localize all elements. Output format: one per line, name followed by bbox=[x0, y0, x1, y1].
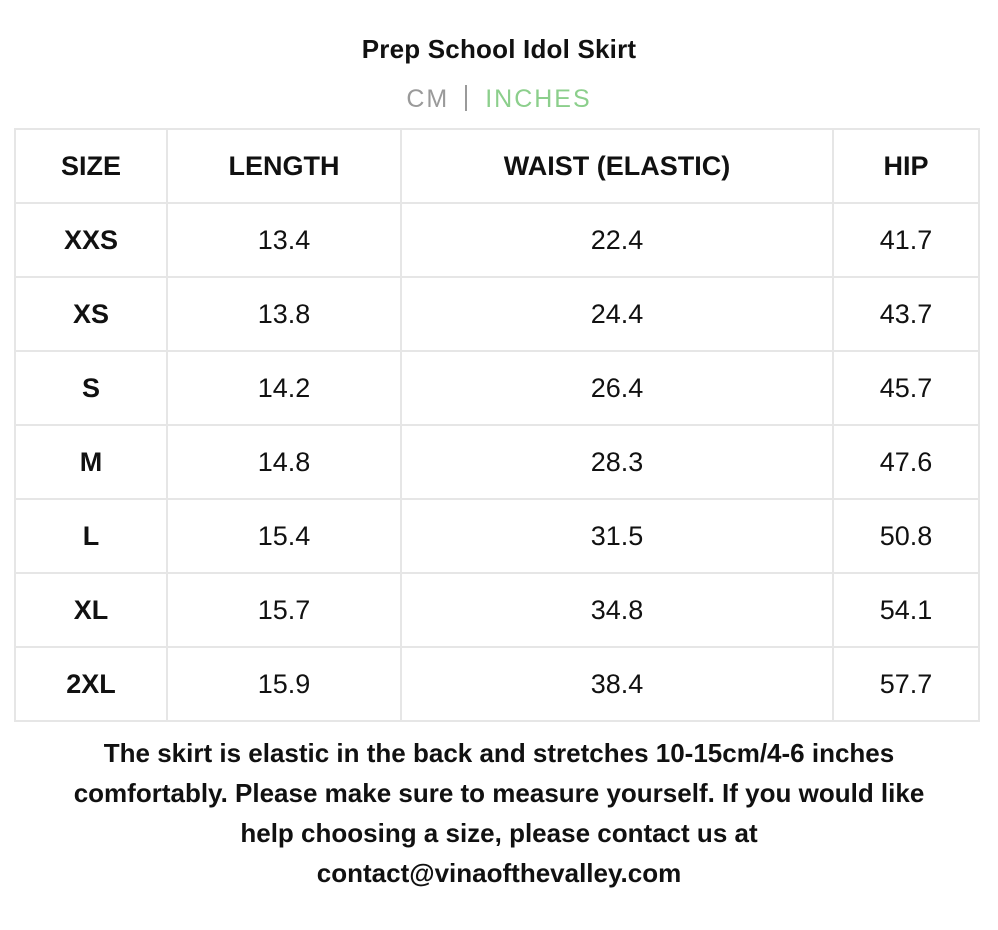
note-line: comfortably. Please make sure to measure yourself. If you would like bbox=[73, 778, 925, 808]
length-cell: 13.8 bbox=[167, 277, 401, 351]
waist-cell: 24.4 bbox=[401, 277, 833, 351]
header-size: SIZE bbox=[15, 129, 167, 203]
sizing-note bbox=[10, 733, 988, 893]
unit-cm-option[interactable]: CM bbox=[406, 85, 450, 113]
length-cell: 15.4 bbox=[167, 499, 401, 573]
table-row bbox=[15, 203, 979, 277]
length-cell: 15.7 bbox=[167, 573, 401, 647]
unit-toggle bbox=[0, 85, 998, 114]
size-cell: L bbox=[15, 499, 167, 573]
hip-cell: 50.8 bbox=[833, 499, 979, 573]
size-chart-table bbox=[14, 128, 980, 722]
note-line: help choosing a size, please contact us at bbox=[240, 818, 758, 848]
hip-cell: 41.7 bbox=[833, 203, 979, 277]
table-row bbox=[15, 499, 979, 573]
header-waist: WAIST (ELASTIC) bbox=[401, 129, 833, 203]
size-cell: XXS bbox=[15, 203, 167, 277]
header-hip: HIP bbox=[833, 129, 979, 203]
page-title: Prep School Idol Skirt bbox=[361, 34, 637, 64]
contact-email-link[interactable]: contact@vinaofthevalley.com bbox=[316, 858, 682, 888]
waist-cell: 28.3 bbox=[401, 425, 833, 499]
size-cell: XL bbox=[15, 573, 167, 647]
hip-cell: 45.7 bbox=[833, 351, 979, 425]
hip-cell: 47.6 bbox=[833, 425, 979, 499]
waist-cell: 34.8 bbox=[401, 573, 833, 647]
table-row bbox=[15, 573, 979, 647]
unit-divider bbox=[465, 85, 467, 111]
table-header-row bbox=[15, 129, 979, 203]
table-row bbox=[15, 647, 979, 721]
waist-cell: 38.4 bbox=[401, 647, 833, 721]
waist-cell: 26.4 bbox=[401, 351, 833, 425]
length-cell: 15.9 bbox=[167, 647, 401, 721]
hip-cell: 43.7 bbox=[833, 277, 979, 351]
unit-inches-option[interactable]: INCHES bbox=[485, 85, 592, 113]
hip-cell: 57.7 bbox=[833, 647, 979, 721]
table-row bbox=[15, 351, 979, 425]
size-cell: 2XL bbox=[15, 647, 167, 721]
length-cell: 14.8 bbox=[167, 425, 401, 499]
length-cell: 13.4 bbox=[167, 203, 401, 277]
table-row bbox=[15, 277, 979, 351]
size-cell: S bbox=[15, 351, 167, 425]
header-length: LENGTH bbox=[167, 129, 401, 203]
waist-cell: 31.5 bbox=[401, 499, 833, 573]
table-row bbox=[15, 425, 979, 499]
size-cell: M bbox=[15, 425, 167, 499]
note-line: The skirt is elastic in the back and stretches 10-15cm/4-6 inches bbox=[103, 738, 895, 768]
size-cell: XS bbox=[15, 277, 167, 351]
length-cell: 14.2 bbox=[167, 351, 401, 425]
waist-cell: 22.4 bbox=[401, 203, 833, 277]
hip-cell: 54.1 bbox=[833, 573, 979, 647]
